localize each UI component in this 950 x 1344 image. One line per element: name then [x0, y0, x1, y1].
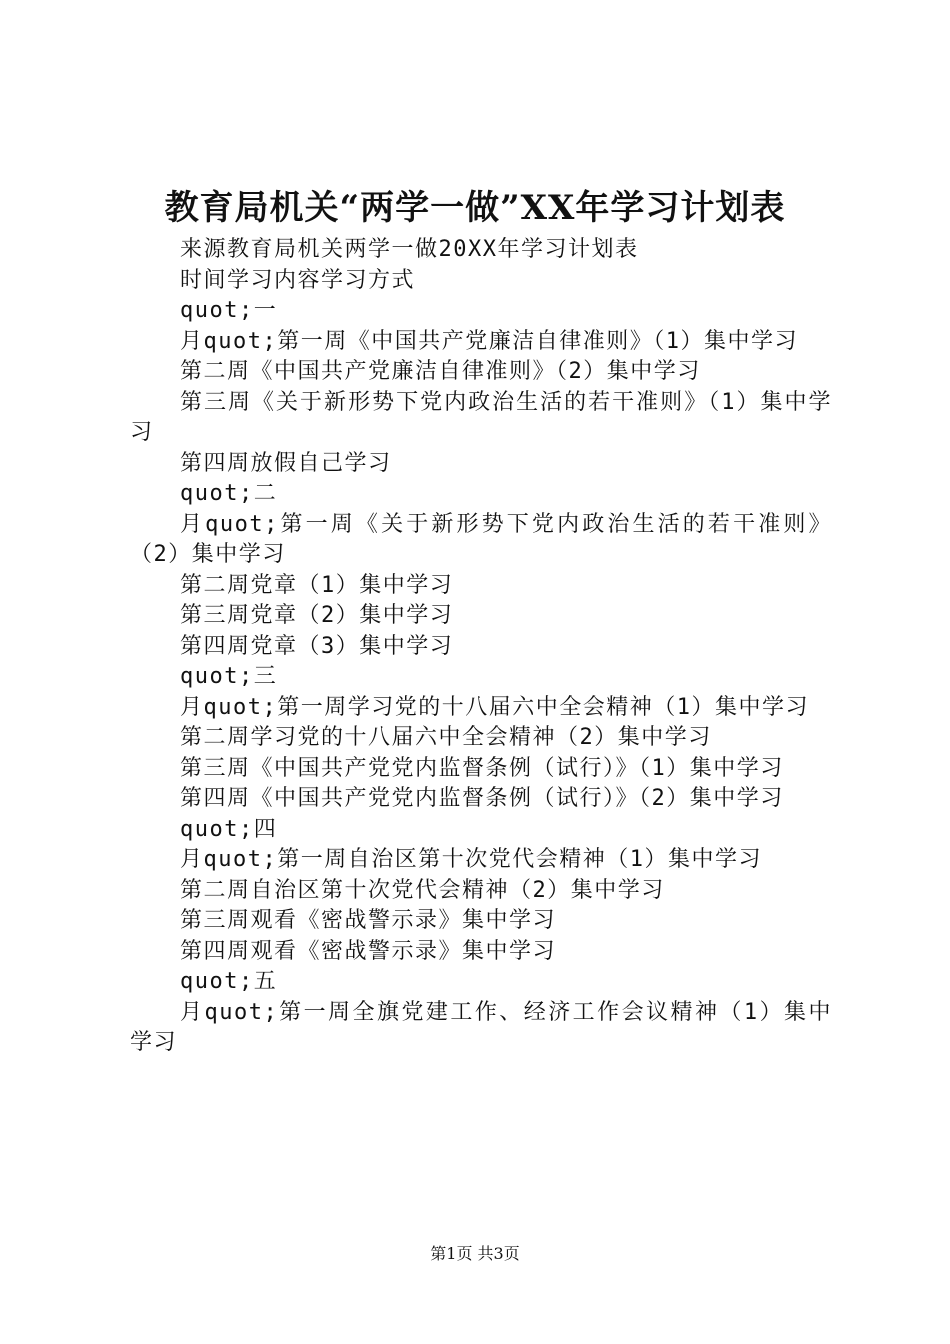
body-paragraph: 来源教育局机关两学一做20XX年学习计划表 [180, 237, 639, 262]
body-paragraph: quot;四 [180, 816, 278, 842]
document-body [130, 235, 832, 1059]
body-paragraph: 第三周观看《密战警示录》集中学习 [180, 908, 557, 933]
body-paragraph: 月quot;第一周《关于新形势下党内政治生活的若干准则》（2）集中学习 [130, 511, 832, 567]
body-paragraph: 第三周党章（2）集中学习 [180, 603, 454, 628]
body-paragraph: 月quot;第一周全旗党建工作、经济工作会议精神（1）集中学习 [130, 999, 832, 1055]
body-paragraph: 第二周学习党的十八届六中全会精神（2）集中学习 [180, 725, 712, 750]
body-paragraph: 时间学习内容学习方式 [180, 267, 416, 293]
body-paragraph: quot;一 [180, 298, 278, 323]
body-paragraph: 第二周自治区第十次党代会精神（2）集中学习 [180, 877, 665, 903]
body-paragraph: 月quot;第一周自治区第十次党代会精神（1）集中学习 [180, 847, 762, 872]
body-paragraph: quot;三 [180, 664, 278, 689]
body-paragraph: 第二周党章（1）集中学习 [180, 572, 454, 598]
body-paragraph: 月quot;第一周学习党的十八届六中全会精神（1）集中学习 [180, 694, 809, 720]
document-title: 教育局机关“两学一做”XX年学习计划表 [164, 188, 786, 228]
body-paragraph: 第二周《中国共产党廉洁自律准则》（2）集中学习 [180, 359, 701, 384]
body-paragraph: 第四周党章（3）集中学习 [180, 633, 454, 659]
body-paragraph: 月quot;第一周《中国共产党廉洁自律准则》（1）集中学习 [180, 328, 798, 354]
body-paragraph: 第四周《中国共产党党内监督条例（试行）》（2）集中学习 [180, 786, 784, 811]
body-paragraph: quot;二 [180, 481, 278, 506]
body-paragraph: 第四周观看《密战警示录》集中学习 [180, 938, 557, 964]
body-paragraph: 第四周放假自己学习 [180, 450, 392, 476]
page-footer: 第1页 共3页 [430, 1244, 520, 1263]
body-paragraph: 第三周《中国共产党党内监督条例（试行）》（1）集中学习 [180, 755, 784, 781]
body-paragraph: quot;五 [180, 969, 278, 994]
body-paragraph: 第三周《关于新形势下党内政治生活的若干准则》（1）集中学习 [130, 389, 832, 445]
